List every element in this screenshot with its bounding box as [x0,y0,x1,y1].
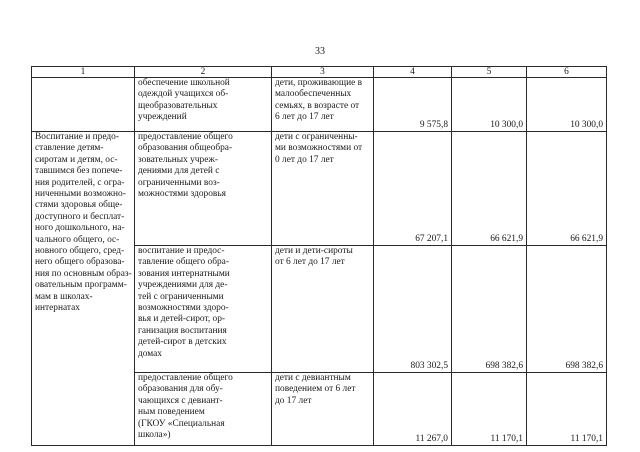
service-cell: предоставление общего образования для обу- чающихся с девиант- ным поведением (ГКОУ «Специальная школа») [135,373,272,446]
column-header: 4 [374,67,452,78]
value-col6: 66 621,9 [527,132,607,246]
value-col6: 11 170,1 [527,373,607,446]
service-cell: воспитание и предос- тавление общего обра- зования интернатными учреждениями для де- тей с ограниченными возможностями здоро- вья и детей-сирот, ор- ганизация воспитания детей-сирот в детских домах [135,246,272,373]
value-col4: 11 267,0 [374,373,452,446]
column-header: 6 [527,67,607,78]
value-col4: 803 302,5 [374,246,452,373]
value-col4: 9 575,8 [374,78,452,132]
page-number: 33 [315,46,325,57]
value-col6: 698 382,6 [527,246,607,373]
table-row [32,132,607,246]
column-header: 2 [135,67,272,78]
table-header-row [32,67,607,78]
value-col5: 698 382,6 [452,246,527,373]
column-header: 1 [32,67,135,78]
empty-category-cell [32,78,135,132]
recipients-cell: дети с девиантным поведением от 6 лет до 17 лет [272,373,374,446]
value-col5: 11 170,1 [452,373,527,446]
value-col6: 10 300,0 [527,78,607,132]
value-col4: 67 207,1 [374,132,452,246]
budget-table [31,66,607,446]
category-cell: Воспитание и предо- ставление детям- сиротам и детям, ос- тавшимся без попече- ния родителей, с огра- ниченными возможно- стями здоровья обще- доступного и бесплат- ного дошкольного, на- чального общего, ос- новного общего, сред- него общего образова- ния по основным образ- овательным программ- мам в школах- интернатах [32,132,135,446]
value-col5: 66 621,9 [452,132,527,246]
column-header: 3 [272,67,374,78]
recipients-cell: дети, проживающие в малообеспеченных семьях, в возрасте от 6 лет до 17 лет [272,78,374,132]
service-cell: предоставление общего образования общеобра- зовательных учреж- дениями для детей с ограниченными воз- можностями здоровья [135,132,272,246]
recipients-cell: дети с ограниченны- ми возможностями от 0 лет до 17 лет [272,132,374,246]
table-row [32,78,607,132]
recipients-cell: дети и дети-сироты от 6 лет до 17 лет [272,246,374,373]
column-header: 5 [452,67,527,78]
service-cell: обеспечение школьной одеждой учащихся об- щеобразовательных учреждений [135,78,272,132]
value-col5: 10 300,0 [452,78,527,132]
